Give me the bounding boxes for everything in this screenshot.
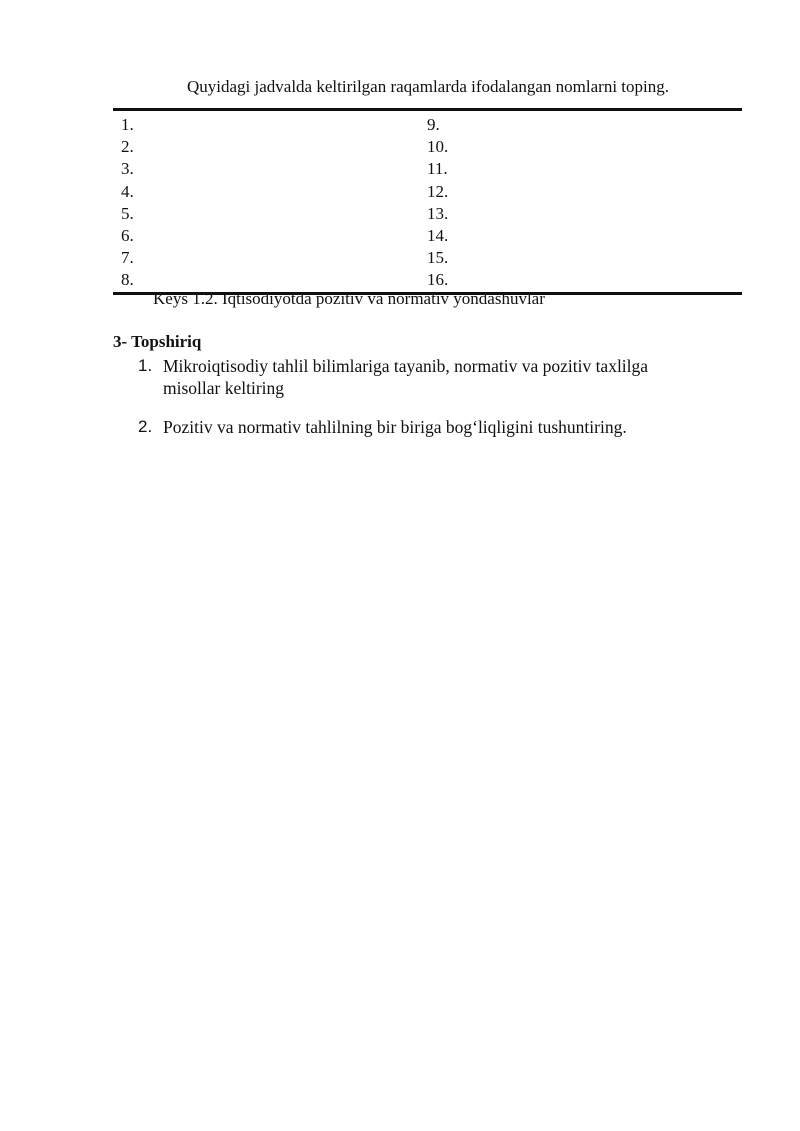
- task-title: 3- Topshiriq: [113, 332, 202, 351]
- table-cell: 12.: [427, 181, 449, 201]
- table-cell: 5.: [121, 203, 134, 223]
- list-item-number: 2.: [138, 417, 153, 436]
- table-cell: 1.: [121, 115, 134, 134]
- table-row: [113, 114, 742, 136]
- table-row: [113, 225, 742, 247]
- table-cell: 15.: [427, 248, 449, 268]
- table-cell: 4.: [121, 181, 134, 201]
- list-item: [138, 355, 698, 399]
- list-item-number: 1.: [138, 356, 153, 375]
- table-row: [113, 247, 742, 269]
- table-cell: 6.: [121, 225, 134, 245]
- table-cell: 8.: [121, 270, 134, 290]
- table-cell: 11.: [427, 159, 448, 179]
- table-row: [113, 181, 742, 203]
- table-cell: 3.: [121, 159, 134, 179]
- table-cell: 14.: [427, 225, 449, 245]
- table-row: [113, 158, 742, 180]
- list-item-text: Pozitiv va normativ tahlilning bir biriga bog‘liqligini tushuntiring.: [163, 417, 627, 437]
- table-cell: 7.: [121, 248, 134, 268]
- table-cell: 10.: [427, 137, 449, 157]
- table-cell: 9.: [427, 115, 440, 134]
- table-cell: 16.: [427, 270, 449, 290]
- list-item: [138, 416, 698, 438]
- table-cell: 2.: [121, 137, 134, 157]
- intro-text: Quyidagi jadvalda keltirilgan raqamlarda ifodalangan nomlarni toping.: [187, 77, 669, 96]
- table-caption: Keys 1.2. Iqtisodiyotda pozitiv va normativ yondashuvlar: [153, 289, 545, 308]
- table-row: [113, 136, 742, 158]
- table-row: [113, 203, 742, 225]
- list-item-text: Mikroiqtisodiy tahlil bilimlariga tayanib, normativ va pozitiv taxlilga misollar keltiring: [163, 356, 649, 398]
- number-table: [113, 108, 742, 295]
- table-cell: 13.: [427, 203, 449, 223]
